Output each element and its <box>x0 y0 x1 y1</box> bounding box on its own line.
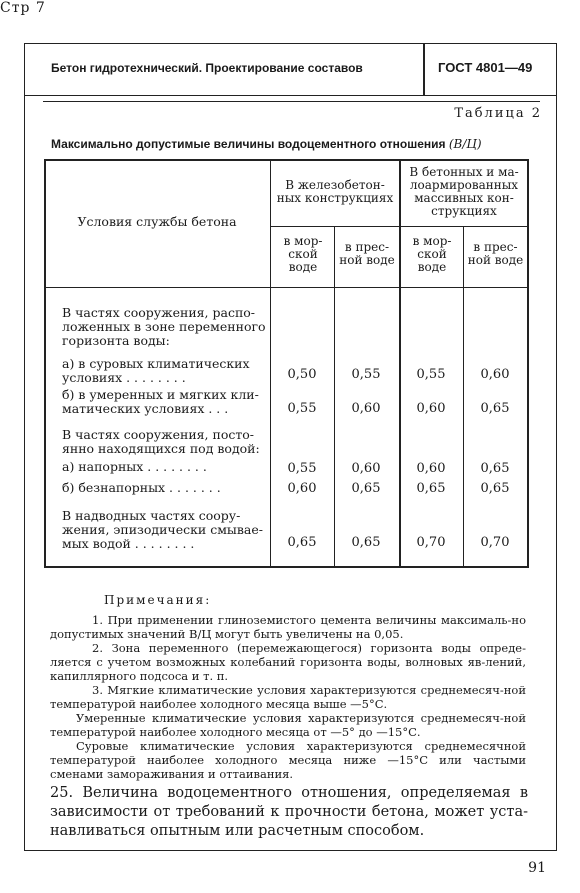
row-label-above-water: В надводных частях соору-жения, эпизодически смывае-мых водой . . . . . . . . <box>62 508 263 551</box>
page-number: 91 <box>528 860 546 876</box>
subcol-fresh-water-2: в прес-ной воде <box>467 240 524 267</box>
value-cell: 0,60 <box>416 401 446 416</box>
value-cell: 0,60 <box>351 401 381 416</box>
value-cell: 0,60 <box>351 461 381 476</box>
table-label: Таблица 2 <box>454 106 542 121</box>
value-cell: 0,60 <box>480 367 510 382</box>
value-cell: 0,65 <box>480 401 510 416</box>
row-label-moderate: б) в умеренных и мягких кли-матических условиях . . . <box>62 387 259 416</box>
document-header <box>25 44 556 96</box>
subcol-sea-water-1: в мор-ской воде <box>283 234 323 274</box>
notes-heading: Примечания: <box>104 593 212 607</box>
value-cell: 0,60 <box>287 481 317 496</box>
table-caption: Максимально допустимые величины водоцементного отношения (В/Ц) <box>51 137 482 151</box>
value-cell: 0,65 <box>416 481 446 496</box>
note-3: 3. Мягкие климатические условия характеризуются среднемесяч-ной температурой наиболее холодного месяца выше —5°С. <box>50 683 526 711</box>
header-divider <box>423 44 425 95</box>
value-cell: 0,50 <box>287 367 317 382</box>
value-cell: 0,60 <box>416 461 446 476</box>
standard-number: ГОСТ 4801—49 <box>438 60 533 75</box>
row-label-severe: а) в суровых климатических условиях . . . . . . . . <box>62 356 250 385</box>
header-rule <box>43 101 540 102</box>
note-1: 1. При применении глиноземистого цемента величины максималь-но допустимых значений В/Ц могут быть увеличены на 0,05. <box>50 613 526 641</box>
col-header-service-conditions: Условия службы бетона <box>77 214 237 229</box>
subcol-sea-water-2: в мор-ской воде <box>412 234 452 274</box>
value-cell: 0,65 <box>480 481 510 496</box>
subcol-fresh-water-1: в прес-ной воде <box>339 240 395 267</box>
value-cell: 0,55 <box>416 367 446 382</box>
row-label-non-pressure: б) безнапорных . . . . . . . <box>62 480 221 495</box>
value-cell: 0,65 <box>351 535 381 550</box>
col-group-massive: В бетонных и ма-лоармированных массивных кон-струкциях <box>409 165 519 218</box>
wc-ratio-table <box>44 159 528 568</box>
value-cell: 0,70 <box>416 535 446 550</box>
page-marker: Стр 7 <box>0 0 46 16</box>
paragraph-25: 25. Величина водоцементного отношения, определяемая в зависимости от требований к прочности бетона, может уста-навливаться опытным или расчетным способом. <box>50 785 528 839</box>
value-cell: 0,55 <box>287 401 317 416</box>
value-cell: 0,55 <box>287 461 317 476</box>
document-title: Бетон гидротехнический. Проектирование составов <box>51 61 363 75</box>
value-cell: 0,65 <box>287 535 317 550</box>
value-cell: 0,70 <box>480 535 510 550</box>
value-cell: 0,55 <box>351 367 381 382</box>
row-label-pressure: а) напорных . . . . . . . . <box>62 459 207 474</box>
section-under-water: В частях сооружения, посто-янно находящихся под водой: <box>62 427 260 456</box>
note-2: 2. Зона переменного (перемежающегося) горизонта воды опреде-ляется с учетом возможных колебаний горизонта воды, волновых яв-лений, капиллярного подсоса и т. п. <box>50 641 526 683</box>
section-variable-level: В частях сооружения, распо-ложенных в зоне переменного горизонта воды: <box>62 305 266 348</box>
value-cell: 0,65 <box>351 481 381 496</box>
note-3-severe: Суровые климатические условия характеризуются среднемесячной температурой наиболее холодного месяца ниже —15°С или частыми сменами замораживания и оттаивания. <box>50 739 526 781</box>
note-3-moderate: Умеренные климатические условия характеризуются среднемесяч-ной температурой наиболее холодного месяца от —5° до —15°С. <box>50 711 526 739</box>
col-group-reinforced: В железобетон-ных конструкциях <box>276 178 394 205</box>
value-cell: 0,65 <box>480 461 510 476</box>
